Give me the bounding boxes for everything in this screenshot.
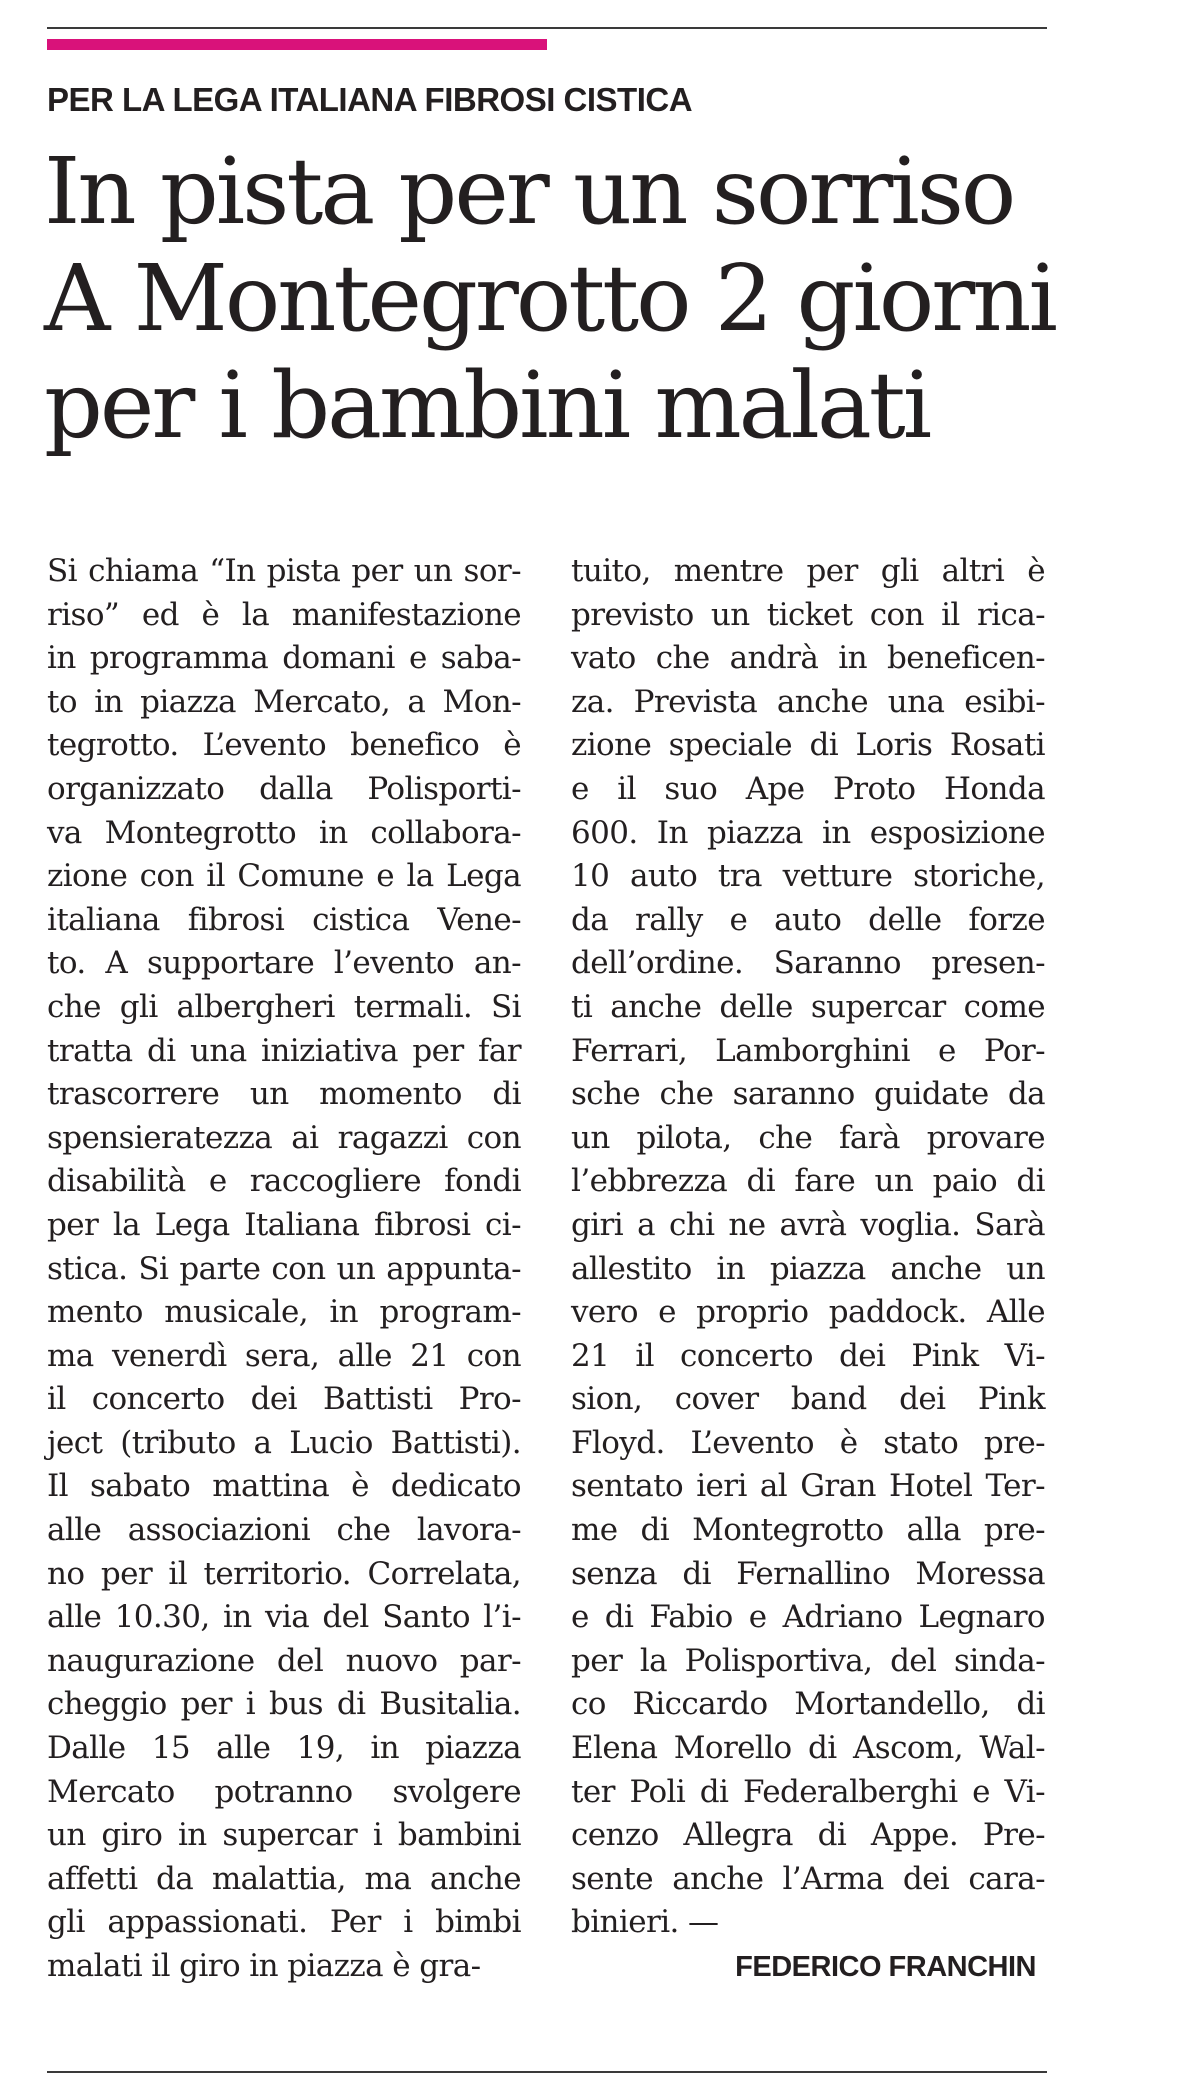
body-line: ti anche delle supercar come [571,988,1045,1025]
body-line: previsto un ticket con il rica- [571,596,1045,633]
body-line: binieri. — [571,1904,719,1941]
headline-line: In pista per un sorriso [44,138,1014,245]
accent-bar [47,39,547,50]
byline: FEDERICO FRANCHIN [735,1951,1036,1983]
body-line: e di Fabio e Adriano Legnaro [571,1599,1045,1636]
body-line: to. A supportare l’evento an- [47,945,521,982]
body-line: me di Montegrotto alla pre- [571,1512,1045,1549]
body-line: cheggio per i bus di Busitalia. [47,1686,521,1723]
body-line: senza di Fernallino Moressa [571,1555,1045,1592]
body-line: cenzo Allegra di Appe. Pre- [571,1817,1045,1854]
body-line: Mercato potranno svolgere [47,1773,521,1810]
body-line: trascorrere un momento di [47,1076,521,1113]
body-line: Elena Morello di Ascom, Wal- [571,1730,1045,1767]
body-line: sente anche l’Arma dei cara- [571,1860,1045,1897]
body-line: riso” ed è la manifestazione [47,596,521,633]
top-rule [47,27,1047,29]
body-line: organizzato dalla Polisporti- [47,770,521,807]
body-line: tegrotto. L’evento benefico è [47,727,521,764]
body-line: malati il giro in piazza è gra- [47,1948,481,1984]
body-column-right [571,550,1045,1945]
body-line: gli appassionati. Per i bimbi [47,1904,521,1941]
body-line: Ferrari, Lamborghini e Por- [571,1032,1045,1069]
body-line: che gli albergheri termali. Si [47,988,521,1025]
bottom-rule [47,2071,1047,2073]
headline-line: A Montegrotto 2 giorni [44,245,1055,352]
body-line: zione con il Comune e la Lega [47,858,521,895]
body-line: vero e proprio paddock. Alle [571,1294,1045,1331]
body-line: stica. Si parte con un appunta- [47,1250,521,1287]
body-line: ject (tributo a Lucio Battisti). [47,1424,521,1461]
body-line: in programma domani e saba- [47,640,521,677]
headline-line: per i bambini malati [44,352,930,459]
body-line: to in piazza Mercato, a Mon- [47,683,521,720]
body-line: per la Lega Italiana fibrosi ci- [47,1206,521,1243]
body-line: alle associazioni che lavora- [47,1512,521,1549]
body-line: 21 il concerto dei Pink Vi- [571,1337,1045,1374]
body-line: 600. In piazza in esposizione [571,814,1045,851]
body-line: un giro in supercar i bambini [47,1817,521,1854]
body-line: affetti da malattia, ma anche [47,1860,521,1897]
body-line: Floyd. L’evento è stato pre- [571,1424,1045,1461]
kicker: PER LA LEGA ITALIANA FIBROSI CISTICA [47,81,693,118]
body-line: va Montegrotto in collabora- [47,814,521,851]
body-line: alle 10.30, in via del Santo l’i- [47,1599,521,1636]
body-line: dell’ordine. Saranno presen- [571,945,1045,982]
body-line: Si chiama “In pista per un sor- [47,553,521,589]
body-line: no per il territorio. Correlata, [47,1555,521,1592]
body-line: tuito, mentre per gli altri è [571,553,1045,589]
body-line: Dalle 15 alle 19, in piazza [47,1730,521,1767]
body-line: naugurazione del nuovo par- [47,1642,521,1679]
body-line: zione speciale di Loris Rosati [571,727,1045,764]
body-line: da rally e auto delle forze [571,901,1045,938]
body-line: 10 auto tra vetture storiche, [571,858,1045,895]
body-line: sion, cover band dei Pink [571,1381,1045,1418]
body-line: tratta di una iniziativa per far [47,1032,521,1069]
body-line: l’ebbrezza di fare un paio di [571,1163,1045,1200]
body-line: ma venerdì sera, alle 21 con [47,1337,521,1374]
body-line: sche che saranno guidate da [571,1076,1045,1113]
body-line: ter Poli di Federalberghi e Vi- [571,1773,1045,1810]
body-line: mento musicale, in program- [47,1294,521,1331]
body-line: giri a chi ne avrà voglia. Sarà [571,1206,1045,1243]
body-line: il concerto dei Battisti Pro- [47,1381,521,1418]
body-line: e il suo Ape Proto Honda [571,770,1045,807]
body-line: co Riccardo Mortandello, di [571,1686,1045,1723]
body-line: allestito in piazza anche un [571,1250,1045,1287]
headline [44,138,1104,459]
body-column-left [47,550,521,1989]
body-line: disabilità e raccogliere fondi [47,1163,521,1200]
body-line: spensieratezza ai ragazzi con [47,1119,521,1156]
body-line: un pilota, che farà provare [571,1119,1045,1156]
body-line: italiana fibrosi cistica Vene- [47,901,521,938]
body-line: sentato ieri al Gran Hotel Ter- [571,1468,1045,1505]
body-line: Il sabato mattina è dedicato [47,1468,521,1505]
body-line: vato che andrà in beneficen- [571,640,1045,677]
body-line: za. Prevista anche una esibi- [571,683,1045,720]
body-line: per la Polisportiva, del sinda- [571,1642,1045,1679]
